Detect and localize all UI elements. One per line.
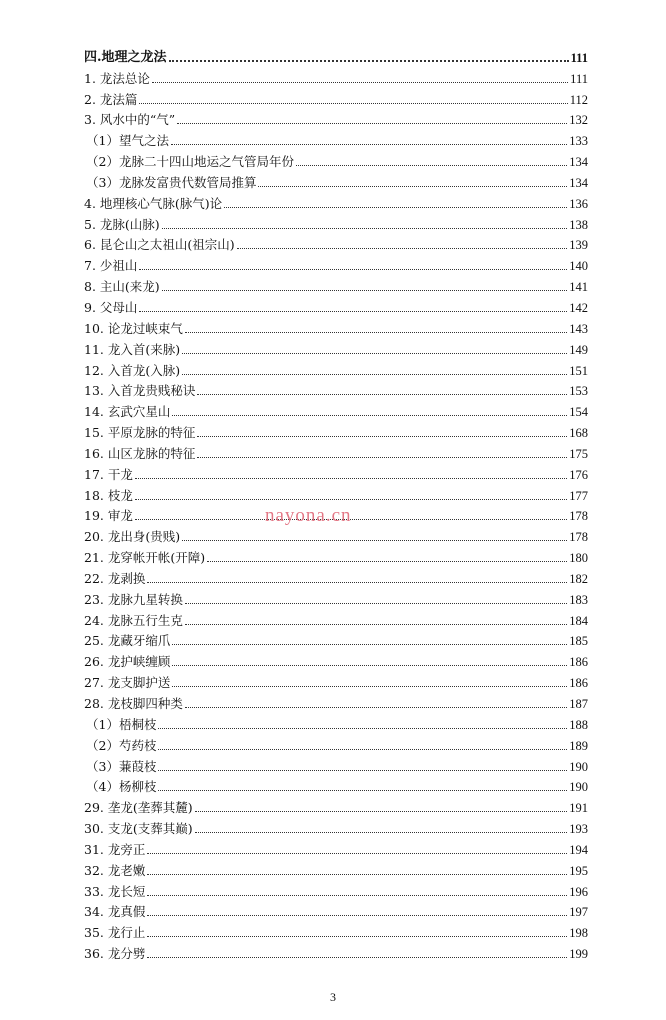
dot-leader bbox=[172, 415, 567, 416]
toc-entry-page: 178 bbox=[569, 530, 588, 545]
toc-entry-label: （1）梧桐枝 bbox=[86, 716, 157, 732]
toc-entry-page: 139 bbox=[569, 238, 588, 253]
toc-entry-label: 15. 平原龙脉的特征 bbox=[84, 425, 196, 441]
toc-entry-page: 111 bbox=[570, 50, 588, 65]
toc-entry-label: 31. 龙旁正 bbox=[84, 841, 146, 857]
toc-entry-label: 20. 龙出身(贵贱) bbox=[84, 529, 181, 545]
toc-entry-page: 134 bbox=[569, 175, 588, 190]
toc-entry bbox=[84, 586, 588, 607]
toc-entry bbox=[84, 232, 588, 253]
toc-entry-page: 185 bbox=[569, 634, 588, 649]
toc-entry bbox=[84, 107, 588, 128]
dot-leader bbox=[195, 832, 568, 833]
toc-entry bbox=[84, 482, 588, 503]
toc-entry-page: 193 bbox=[569, 822, 588, 837]
toc-entry-page: 188 bbox=[569, 717, 588, 732]
toc-entry bbox=[84, 169, 588, 190]
toc-entry bbox=[84, 669, 588, 690]
dot-leader bbox=[147, 582, 567, 583]
toc-entry bbox=[84, 336, 588, 357]
toc-entry bbox=[84, 919, 588, 940]
toc-entry bbox=[84, 878, 588, 899]
toc-entry bbox=[84, 690, 588, 711]
toc-entry-label: 1. 龙法总论 bbox=[84, 70, 150, 86]
dot-leader bbox=[172, 644, 567, 645]
dot-leader bbox=[158, 790, 567, 791]
dot-leader bbox=[158, 770, 567, 771]
toc-entry-label: 2. 龙法篇 bbox=[84, 91, 138, 107]
toc-entry-page: 189 bbox=[569, 738, 588, 753]
toc-entry-label: 5. 龙脉(山脉) bbox=[84, 216, 160, 232]
toc-entry-label: 30. 支龙(支葬其巅) bbox=[84, 821, 193, 837]
dot-leader bbox=[182, 540, 567, 541]
toc-entry-label: 24. 龙脉五行生克 bbox=[84, 612, 183, 628]
toc-entry-page: 184 bbox=[569, 613, 588, 628]
dot-leader bbox=[185, 707, 567, 708]
toc-entry-label: 25. 龙藏牙缩爪 bbox=[84, 633, 171, 649]
toc-entry-label: 23. 龙脉九星转换 bbox=[84, 591, 183, 607]
toc-entry-page: 186 bbox=[569, 676, 588, 691]
toc-heading bbox=[84, 44, 588, 65]
toc-entry bbox=[84, 815, 588, 836]
toc-entry-page: 176 bbox=[569, 467, 588, 482]
toc-entry-page: 197 bbox=[569, 905, 588, 920]
toc-entry-page: 198 bbox=[569, 926, 588, 941]
toc-entry-label: 28. 龙枝脚四种类 bbox=[84, 696, 183, 711]
toc-entry bbox=[84, 753, 588, 774]
toc-entry-page: 149 bbox=[569, 342, 588, 357]
dot-leader bbox=[147, 936, 567, 937]
toc-entry-page: 175 bbox=[569, 446, 588, 461]
dot-leader bbox=[147, 915, 567, 916]
toc-entry-label: （4）杨柳枝 bbox=[86, 779, 157, 795]
toc-entry bbox=[84, 732, 588, 753]
toc-entry-page: 177 bbox=[569, 488, 588, 503]
dot-leader bbox=[172, 665, 567, 666]
toc-entry bbox=[84, 378, 588, 399]
toc-entry-label: 26. 龙护峡缠顾 bbox=[84, 654, 171, 670]
dot-leader bbox=[171, 144, 567, 145]
toc-entry-label: 4. 地理核心气脉(脉气)论 bbox=[84, 195, 223, 211]
toc-entry bbox=[84, 461, 588, 482]
toc-entry bbox=[84, 711, 588, 732]
toc-entry-label: 18. 枝龙 bbox=[84, 487, 133, 503]
toc-entry-label: 13. 入首龙贵贱秘诀 bbox=[84, 383, 196, 399]
toc-entry-label: 36. 龙分劈 bbox=[84, 946, 146, 962]
toc-entry-page: 112 bbox=[569, 92, 588, 107]
dot-leader bbox=[158, 728, 567, 729]
toc-entry-label: 3. 风水中的“气” bbox=[84, 112, 176, 128]
page-number: 3 bbox=[330, 990, 336, 1004]
dot-leader bbox=[177, 123, 567, 124]
toc-entry-label: 19. 审龙 bbox=[84, 508, 133, 524]
dot-leader bbox=[258, 186, 567, 187]
toc-entry bbox=[84, 857, 588, 878]
toc-entry-page: 141 bbox=[569, 280, 588, 295]
toc-entry-label: 四.地理之龙法 bbox=[84, 49, 167, 65]
toc-entry-page: 153 bbox=[569, 384, 588, 399]
toc-entry-page: 133 bbox=[569, 134, 588, 149]
dot-leader bbox=[139, 103, 567, 104]
dot-leader bbox=[158, 749, 567, 750]
toc-entry bbox=[84, 398, 588, 419]
dot-leader bbox=[147, 957, 567, 958]
toc-entry-page: 187 bbox=[569, 697, 588, 711]
toc-entry-page: 142 bbox=[569, 300, 588, 315]
toc-entry bbox=[84, 86, 588, 107]
toc-entry-label: 6. 昆仑山之太祖山(祖宗山) bbox=[84, 237, 235, 253]
toc-entry bbox=[84, 440, 588, 461]
toc-entry-label: 33. 龙长短 bbox=[84, 883, 146, 899]
toc-entry-label: （1）望气之法 bbox=[86, 133, 169, 149]
toc-entry-label: 8. 主山(来龙) bbox=[84, 279, 160, 295]
toc-entry-label: 35. 龙行止 bbox=[84, 925, 146, 941]
dot-leader bbox=[162, 228, 568, 229]
toc-entry bbox=[84, 774, 588, 795]
dot-leader bbox=[224, 207, 567, 208]
toc-entry bbox=[84, 252, 588, 273]
dot-leader bbox=[162, 290, 568, 291]
dot-leader bbox=[147, 874, 567, 875]
dot-leader bbox=[169, 60, 569, 62]
toc-entry-page: 190 bbox=[569, 780, 588, 795]
dot-leader bbox=[195, 811, 568, 812]
toc-entry-page: 154 bbox=[569, 405, 588, 420]
toc-entry-label: （2）龙脉二十四山地运之气管局年份 bbox=[86, 154, 294, 170]
dot-leader bbox=[152, 82, 568, 83]
dot-leader bbox=[172, 686, 567, 687]
toc-entry-page: 190 bbox=[569, 759, 588, 774]
toc-entry bbox=[84, 148, 588, 169]
toc-entry bbox=[84, 419, 588, 440]
toc-entry-label: （2）芍药枝 bbox=[86, 737, 157, 753]
toc-entry bbox=[84, 211, 588, 232]
toc-entry-label: 22. 龙剥换 bbox=[84, 570, 146, 586]
toc-entry-label: 14. 玄武穴星山 bbox=[84, 404, 171, 420]
toc-entry bbox=[84, 127, 588, 148]
toc-entry-label: 34. 龙真假 bbox=[84, 904, 146, 920]
toc-entry bbox=[84, 648, 588, 669]
toc-entry bbox=[84, 357, 588, 378]
toc-entry-label: 16. 山区龙脉的特征 bbox=[84, 445, 196, 461]
toc-entry-label: 12. 入首龙(入脉) bbox=[84, 362, 181, 378]
dot-leader bbox=[185, 332, 567, 333]
toc-entry-page: 134 bbox=[569, 155, 588, 170]
dot-leader bbox=[197, 436, 567, 437]
toc-entry-label: 29. 垄龙(垄葬其麓) bbox=[84, 800, 193, 816]
dot-leader bbox=[237, 248, 568, 249]
toc-entry bbox=[84, 899, 588, 920]
dot-leader bbox=[135, 499, 567, 500]
dot-leader bbox=[139, 311, 567, 312]
dot-leader bbox=[139, 269, 567, 270]
toc-entry-page: 143 bbox=[569, 321, 588, 336]
dot-leader bbox=[185, 624, 567, 625]
toc-entry bbox=[84, 628, 588, 649]
toc-entry-page: 195 bbox=[569, 863, 588, 878]
toc-entry bbox=[84, 294, 588, 315]
toc-entry-label: 7. 少祖山 bbox=[84, 258, 138, 274]
toc-entry-label: （3）龙脉发富贵代数管局推算 bbox=[86, 174, 257, 190]
toc-entry-page: 168 bbox=[569, 426, 588, 441]
toc-entry-page: 178 bbox=[569, 509, 588, 524]
toc-entry-label: 9. 父母山 bbox=[84, 299, 138, 315]
toc-entry bbox=[84, 565, 588, 586]
toc-entry bbox=[84, 190, 588, 211]
toc-entry-label: 10. 论龙过峡束气 bbox=[84, 320, 183, 336]
dot-leader bbox=[135, 478, 567, 479]
toc-entry-page: 140 bbox=[569, 259, 588, 274]
dot-leader bbox=[197, 457, 567, 458]
toc-entry-page: 186 bbox=[569, 655, 588, 670]
watermark: nayona.cn bbox=[265, 505, 352, 526]
dot-leader bbox=[147, 895, 567, 896]
table-of-contents bbox=[84, 44, 588, 961]
dot-leader bbox=[147, 853, 567, 854]
toc-entry-page: 136 bbox=[569, 196, 588, 211]
dot-leader bbox=[185, 603, 567, 604]
toc-entry-page: 138 bbox=[569, 217, 588, 232]
toc-entry-label: 32. 龙老嫩 bbox=[84, 862, 146, 878]
toc-entry-page: 151 bbox=[569, 363, 588, 378]
toc-entry-page: 111 bbox=[570, 71, 588, 86]
dot-leader bbox=[182, 374, 567, 375]
toc-entry-label: 11. 龙入首(来脉) bbox=[84, 341, 181, 357]
toc-entry-page: 183 bbox=[569, 592, 588, 607]
toc-entry-label: 27. 龙支脚护送 bbox=[84, 675, 171, 691]
toc-entry-page: 182 bbox=[569, 571, 588, 586]
toc-entry-page: 196 bbox=[569, 884, 588, 899]
toc-entry-page: 194 bbox=[569, 842, 588, 857]
toc-entry-page: 191 bbox=[569, 801, 588, 816]
toc-entry bbox=[84, 836, 588, 857]
toc-entry-page: 199 bbox=[569, 947, 588, 962]
toc-entry bbox=[84, 65, 588, 86]
toc-entry bbox=[84, 315, 588, 336]
toc-entry bbox=[84, 940, 588, 961]
toc-entry bbox=[84, 607, 588, 628]
toc-entry-page: 180 bbox=[569, 551, 588, 566]
toc-entry-label: 17. 干龙 bbox=[84, 466, 133, 482]
toc-entry bbox=[84, 273, 588, 294]
toc-entry bbox=[84, 794, 588, 815]
dot-leader bbox=[296, 165, 567, 166]
dot-leader bbox=[207, 561, 567, 562]
toc-entry bbox=[84, 544, 588, 565]
toc-entry-label: （3）蒹葭枝 bbox=[86, 758, 157, 774]
dot-leader bbox=[182, 353, 567, 354]
toc-entry-label: 21. 龙穿帐开帐(开障) bbox=[84, 550, 206, 566]
dot-leader bbox=[197, 394, 567, 395]
toc-entry-page: 132 bbox=[569, 113, 588, 128]
